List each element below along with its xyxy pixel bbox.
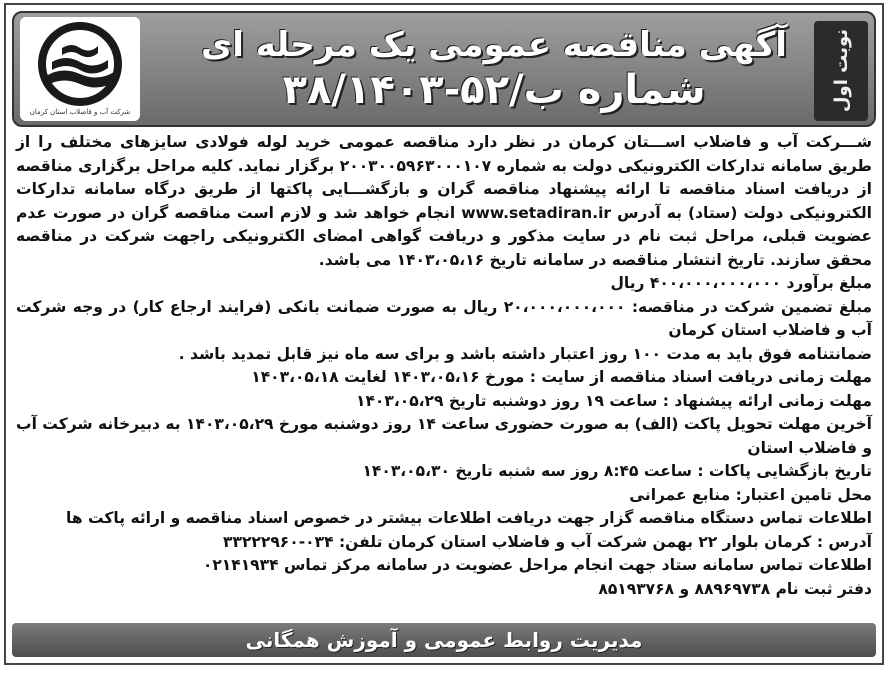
setad-contact-line: اطلاعات تماس سامانه ستاد جهت انجام مراحل عضویت در سامانه مرکز تماس ۰۲۱۴۱۹۳۴ — [202, 556, 872, 574]
address-line: آدرس : کرمان بلوار ۲۲ بهمن شرکت آب و فاضلاب استان کرمان تلفن: ۰۳۴-۳۳۲۲۲۹۶۰ — [223, 532, 872, 551]
guarantee-line: مبلغ تضمین شرکت در مناقصه: ۲۰،۰۰۰،۰۰۰،۰۰۰ ریال به صورت ضمانت بانکی (فرایند ارجاع کار) در وجه شرکت آب و فاضلاب استان کرمان — [16, 297, 872, 339]
intro-text-2: انجام خواهد شد و لازم است مناقصه گران در صورت عدم عضویت قبلی، مراحل ثبت نام در سایت مذکور و دریافت گواهی امضای الکترونیکی راجهت شرکت در مناقصه محقق سازند. تاریخ انتشار مناقصه در سامانه تاریخ ۱۴۰۳،۰۵،۱۶ می باشد. — [16, 203, 872, 269]
validity-line: ضمانتنامه فوق باید به مدت ۱۰۰ روز اعتبار داشته باشد و برای سه ماه نیز قابل تمدید باشد . — [178, 344, 872, 363]
contact-info-line: اطلاعات تماس دستگاه مناقصه گزار جهت دریافت اطلاعات بیشتر در خصوص اسناد مناقصه و ارائه پاکت ها — [66, 509, 872, 527]
logo-caption: شرکت آب و فاضلاب استان کرمان — [29, 108, 131, 116]
notice-body — [16, 131, 872, 601]
tender-notice — [4, 3, 884, 665]
website-link[interactable]: www.setadiran.ir — [461, 203, 612, 222]
registry-office-line: دفتر ثبت نام ۸۸۹۶۹۷۳۸ و ۸۵۱۹۳۷۶۸ — [598, 579, 872, 598]
first-publication-badge — [814, 21, 868, 121]
notice-number: شماره ب/۵۲-۳۸/۱۴۰۳ — [282, 67, 706, 114]
company-logo — [20, 17, 140, 121]
offer-deadline-line: مهلت زمانی ارائه پیشنهاد : ساعت ۱۹ روز دوشنبه تاریخ ۱۴۰۳،۰۵،۲۹ — [356, 391, 872, 410]
notice-footer — [12, 623, 876, 657]
notice-title: آگهی مناقصه عمومی یک مرحله ای — [201, 24, 787, 65]
estimate-line: مبلغ برآورد ۴۰۰،۰۰۰،۰۰۰،۰۰۰ ریال — [610, 274, 872, 292]
water-drop-logo-icon — [32, 22, 128, 106]
title-block — [184, 17, 804, 121]
opening-date-line: تاریخ بازگشایی پاکات : ساعت ۸:۴۵ روز سه شنبه تاریخ ۱۴۰۳،۰۵،۳۰ — [362, 462, 872, 480]
footer-text: مدیریت روابط عمومی و آموزش همگانی — [245, 628, 643, 652]
badge-label: نوبت اول — [830, 29, 852, 113]
envelope-delivery-line: آخرین مهلت تحویل پاکت (الف) به صورت حضوری ساعت ۱۴ روز دوشنبه مورخ ۱۴۰۳،۰۵،۲۹ به دبیرخانه شرکت آب و فاضلاب استان — [16, 415, 872, 457]
document-deadline-line: مهلت زمانی دریافت اسناد مناقصه از سایت : مورخ ۱۴۰۳،۰۵،۱۶ لغایت ۱۴۰۳،۰۵،۱۸ — [251, 368, 872, 386]
funding-line: محل تامین اعتبار: منابع عمرانی — [629, 485, 872, 504]
notice-header — [12, 11, 876, 127]
intro-paragraph — [16, 131, 872, 272]
intro-text-1: شـــرکت آب و فاضلاب اســـتان کرمان در نظر دارد مناقصه عمومی خرید لوله فولادی سایزهای مختلف را از طریق سامانه تدارکات الکترونیکی دولت به شماره ۲۰۰۳۰۰۵۹۶۳۰۰۰۱۰۷ برگزار نماید. کلیه مراحل برگزاری مناقصه از دریافت اسناد مناقصه تا ارائه پیشنهاد مناقصه گران و بازگشـــایی پاکتها از طریق درگاه سامانه تدارکات الکترونیکی دولت (ستاد) به آدرس — [16, 133, 872, 222]
